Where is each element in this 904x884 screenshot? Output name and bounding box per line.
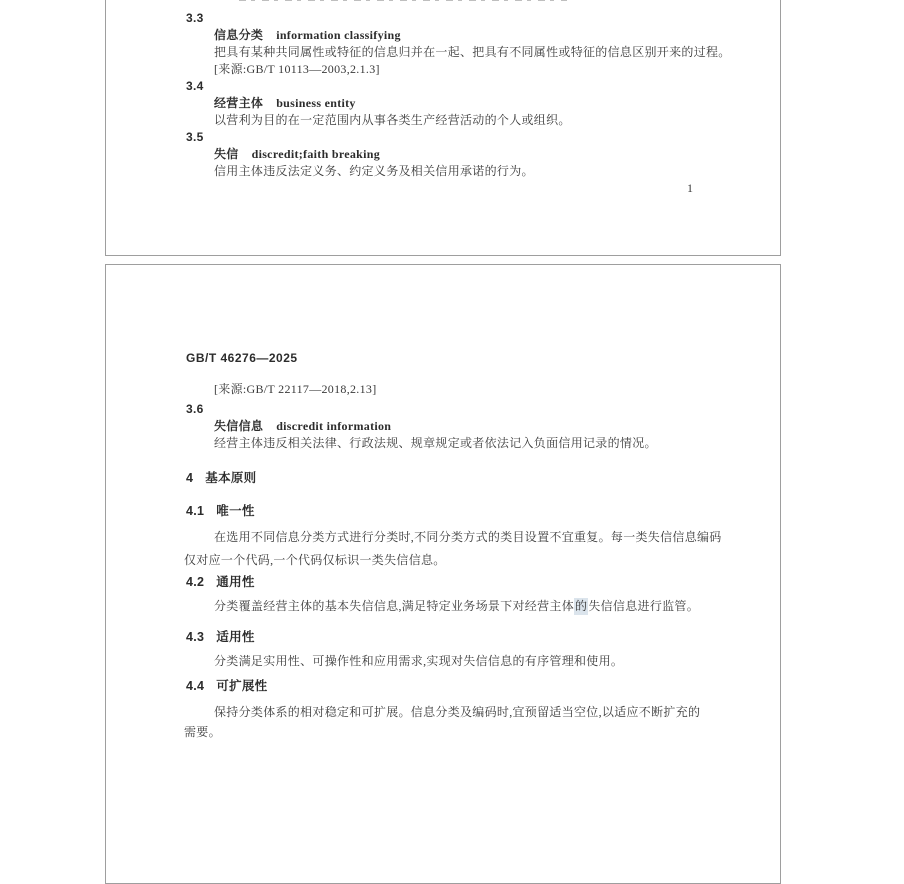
term-label: 经营主体 — [214, 96, 264, 110]
term-english: discredit information — [276, 419, 392, 433]
definition-text: 信用主体违反法定义务、约定义务及相关信用承诺的行为。 — [214, 164, 534, 178]
subsection-number: 4.1 — [186, 504, 205, 518]
subsection-number: 4.4 — [186, 679, 205, 693]
subsection-heading — [186, 678, 267, 695]
section-number — [186, 78, 204, 95]
term-english: information classifying — [276, 28, 401, 42]
subsection-heading — [186, 503, 255, 520]
definition-text: 以营利为目的在一定范围内从事各类生产经营活动的个人或组织。 — [214, 113, 571, 127]
section-number — [186, 10, 204, 27]
subsection-heading — [186, 574, 255, 591]
definition-text: 经营主体违反相关法律、行政法规、规章规定或者依法记入负面信用记录的情况。 — [214, 436, 657, 450]
definition-text: 把具有某种共同属性或特征的信息归并在一起、把具有不同属性或特征的信息区别开来的过程。 — [214, 45, 731, 59]
paragraph-line: 保持分类体系的相对稳定和可扩展。信息分类及编码时,宜预留适当空位,以适应不断扩充的 — [214, 705, 701, 719]
chapter-number: 4 — [186, 471, 194, 485]
term-line — [214, 418, 391, 435]
source-reference: [来源:GB/T 10113—2003,2.1.3] — [214, 62, 380, 76]
section-number-label: 3.4 — [186, 79, 204, 93]
clipped-text-remnant — [239, 0, 567, 1]
source-reference: [来源:GB/T 22117—2018,2.13] — [214, 382, 377, 396]
section-number-label: 3.6 — [186, 402, 204, 416]
paragraph-line: 仅对应一个代码,一个代码仅标识一类失信信息。 — [184, 553, 446, 567]
subsection-number: 4.2 — [186, 575, 205, 589]
chapter-heading — [186, 470, 256, 487]
section-number — [186, 401, 204, 418]
page-number: 1 — [687, 181, 694, 195]
document-page-2[interactable] — [105, 264, 781, 884]
term-english: discredit;faith breaking — [251, 147, 381, 161]
subsection-heading — [186, 629, 255, 646]
subsection-title: 唯一性 — [216, 504, 255, 518]
term-label: 信息分类 — [214, 28, 264, 42]
paragraph-line — [214, 598, 699, 615]
section-number — [186, 129, 204, 146]
paragraph-line: 在选用不同信息分类方式进行分类时,不同分类方式的类目设置不宜重复。每一类失信信息编码 — [214, 530, 722, 544]
chapter-title: 基本原则 — [205, 471, 257, 485]
section-number-label: 3.5 — [186, 130, 204, 144]
subsection-title: 可扩展性 — [216, 679, 268, 693]
running-header: GB/T 46276—2025 — [186, 351, 298, 365]
document-page-1[interactable] — [105, 0, 781, 256]
paragraph-text: 分类覆盖经营主体的基本失信信息,满足特定业务场景下对经营主体 — [214, 599, 575, 613]
subsection-title: 适用性 — [216, 630, 255, 644]
term-label: 失信信息 — [214, 419, 264, 433]
selection-highlight: 的 — [575, 599, 588, 613]
paragraph-text: 失信信息进行监管。 — [588, 599, 700, 613]
term-line — [214, 95, 356, 112]
section-number-label: 3.3 — [186, 11, 204, 25]
paragraph-line: 分类满足实用性、可操作性和应用需求,实现对失信信息的有序管理和使用。 — [214, 654, 624, 668]
subsection-title: 通用性 — [216, 575, 255, 589]
term-line — [214, 146, 380, 163]
term-label: 失信 — [214, 147, 239, 161]
term-line — [214, 27, 401, 44]
paragraph-line: 需要。 — [184, 725, 221, 739]
subsection-number: 4.3 — [186, 630, 205, 644]
term-english: business entity — [276, 96, 356, 110]
